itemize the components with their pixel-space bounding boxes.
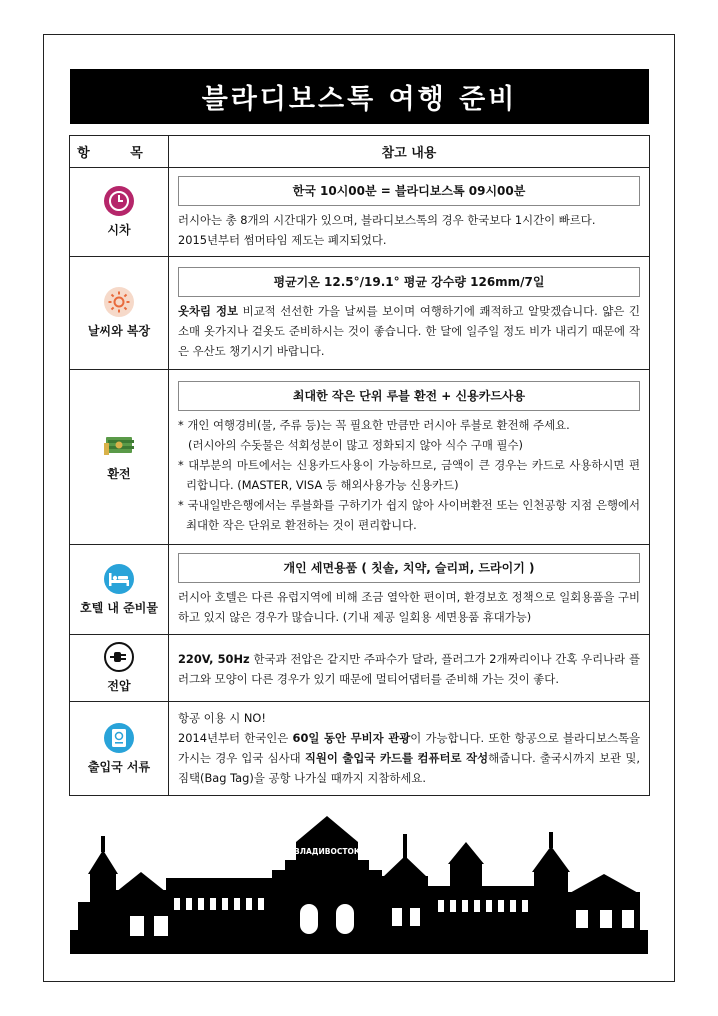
section-heading: 최대한 작은 단위 루블 환전 + 신용카드사용 — [178, 381, 640, 411]
bold-label: 옷차림 정보 — [178, 303, 238, 318]
skyline-sign-text: ВЛАДИВОСТОК — [294, 847, 360, 856]
bullet-subnote: (러시아의 수돗물은 석회성분이 많고 정화되지 않아 식수 구매 필수) — [188, 437, 523, 452]
category-label: 출입국 서류 — [87, 759, 151, 774]
paragraph-text: 이 가능합니다. 또한 항공으로 블라디보스톡을 가시는 경우 입국 심사대 — [178, 730, 640, 765]
paragraph-text: 비교적 선선한 가을 날씨를 보이며 여행하기에 쾌적하고 알맞겠습니다. 얇은 긴 소매 옷가지나 겉옷도 준비하시는 것이 좋습니다. 한 달에 일주일 정도 비가 내리기 때문에 작은 우산도 챙기시기 바랍니다. — [178, 303, 641, 358]
bullet-item: * 국내일반은행에서는 루블화를 구하기가 쉽지 않아 사이버환전 또는 인천공항 지점 은행에서 최대한 작은 단위로 환전하는 것이 편리합니다. — [178, 497, 640, 532]
table-row — [70, 257, 650, 370]
passport-icon — [104, 723, 134, 753]
paragraph — [178, 649, 640, 689]
category-cell — [70, 702, 169, 796]
table-row — [70, 545, 650, 635]
table-row — [70, 635, 650, 702]
category-cell — [70, 168, 169, 257]
content-cell — [169, 370, 650, 545]
bullet-item: * 대부분의 마트에서는 신용카드사용이 가능하므로, 금액이 큰 경우는 카드로 사용하시면 편리합니다. (MASTER, VISA 등 해외사용가능 신용카드) — [178, 457, 640, 492]
category-label: 전압 — [107, 679, 131, 693]
content-cell — [169, 545, 650, 635]
section-heading: 한국 10시00분 = 블라디보스톡 09시00분 — [178, 176, 640, 206]
plug-icon — [104, 642, 134, 672]
category-cell — [70, 370, 169, 545]
content-cell — [169, 257, 650, 370]
category-label: 시차 — [107, 223, 131, 237]
table-row — [70, 168, 650, 257]
table-row — [70, 702, 650, 796]
paragraph: 러시아는 총 8개의 시간대가 있으며, 블라디보스톡의 경우 한국보다 1시간이 빠르다. — [178, 212, 596, 227]
section-heading: 평균기온 12.5°/19.1° 평균 강수량 126mm/7일 — [178, 267, 640, 297]
sun-icon — [104, 287, 134, 317]
bold-label: 220V, 50Hz — [178, 651, 250, 666]
content-cell — [169, 635, 650, 702]
table-row — [70, 370, 650, 545]
paragraph-text: 해줍니다. 출국시까지 보관 및, 짐택(Bag Tag)을 공항 나가실 때까지 지참하세요. — [178, 750, 640, 785]
category-label: 날씨와 복장 — [87, 324, 151, 338]
table-header-row — [70, 136, 650, 168]
paragraph — [178, 301, 640, 361]
header-content: 참고 내용 — [169, 136, 650, 168]
paragraph-text: 2014년부터 한국인은 — [178, 730, 293, 745]
bullet-item: * 개인 여행경비(물, 주류 등)는 꼭 필요한 만큼만 러시아 루블로 환전해 주세요. — [178, 417, 570, 432]
content-cell — [169, 702, 650, 796]
category-cell — [70, 635, 169, 702]
section-heading: 개인 세면용품 ( 칫솔, 치약, 슬리퍼, 드라이기 ) — [178, 553, 640, 583]
bed-icon — [104, 564, 134, 594]
content-cell — [169, 168, 650, 257]
info-table — [69, 135, 650, 796]
category-cell — [70, 257, 169, 370]
category-label: 호텔 내 준비물 — [80, 600, 158, 615]
paragraph: 2015년부터 썸머타임 제도는 폐지되었다. — [178, 232, 387, 247]
category-label: 환전 — [107, 466, 131, 481]
page-title: 블라디보스톡 여행 준비 — [70, 69, 649, 124]
header-item: 항 목 — [70, 136, 169, 168]
category-cell — [70, 545, 169, 635]
bold-text: 직원이 출입국 카드를 컴퓨터로 작성 — [304, 750, 489, 765]
money-icon — [104, 433, 134, 460]
vladivostok-skyline-illustration — [70, 812, 648, 954]
paragraph — [178, 728, 640, 788]
paragraph: 러시아 호텔은 다른 유럽지역에 비해 조금 열악한 편이며, 환경보호 정책으로 일회용품을 구비하고 있지 않은 경우가 많습니다. (기내 제공 일회용 세면용품 휴대가능) — [178, 590, 640, 624]
paragraph-text: 한국과 전압은 같지만 주파수가 달라, 플러그가 2개짜리이나 간혹 우리나라 플러그와 모양이 다른 경우가 있기 때문에 멀티어댑터를 준비해 가는 것이 좋다. — [178, 651, 640, 686]
paragraph: 항공 이용 시 NO! — [178, 710, 266, 725]
clock-icon — [104, 186, 134, 216]
bold-text: 60일 동안 무비자 관광 — [292, 730, 411, 745]
